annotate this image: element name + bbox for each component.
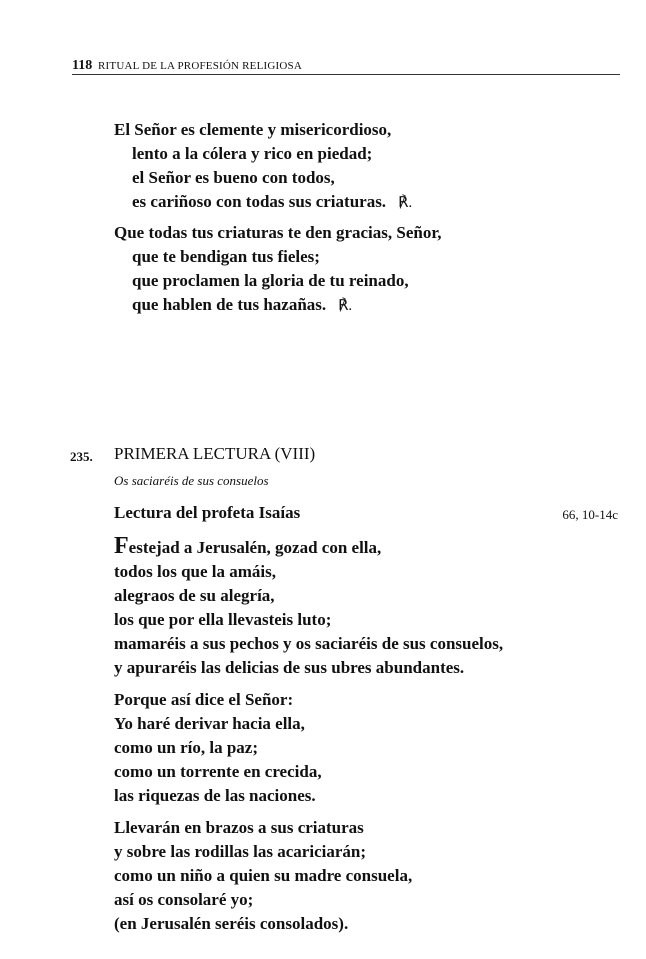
section-title-text: PRIMERA LECTURA bbox=[114, 444, 271, 463]
reading-line: y sobre las rodillas las acariciarán; bbox=[114, 842, 367, 861]
reading-title: Lectura del profeta Isaías bbox=[114, 503, 301, 522]
reading-first-line bbox=[114, 533, 614, 560]
reading-line: Porque así dice el Señor: bbox=[114, 690, 294, 709]
reading-line: las riquezas de las naciones. bbox=[114, 786, 316, 805]
reading-subtitle: Os saciaréis de sus consuelos bbox=[114, 473, 269, 488]
section-number: 235. bbox=[70, 449, 93, 464]
psalm-line: que te bendigan tus fieles; bbox=[132, 247, 320, 266]
psalm-text bbox=[114, 118, 594, 324]
reading-line: Llevarán en brazos a sus criaturas bbox=[114, 818, 364, 837]
running-title: RITUAL DE LA PROFESIÓN RELIGIOSA bbox=[98, 60, 302, 72]
reading-line: como un torrente en crecida, bbox=[114, 762, 322, 781]
reading-line: como un niño a quien su madre consuela, bbox=[114, 866, 413, 885]
response-symbol: ℟. bbox=[398, 195, 413, 211]
reading-number: (VIII) bbox=[274, 444, 316, 463]
psalm-line: es cariñoso con todas sus criaturas. bbox=[132, 192, 387, 211]
psalm-stanza-2 bbox=[114, 221, 594, 318]
reading-line: así os consolaré yo; bbox=[114, 890, 254, 909]
section-title bbox=[114, 444, 315, 464]
page-number: 118 bbox=[72, 58, 93, 73]
reading-line: mamaréis a sus pechos y os saciaréis de sus consuelos, bbox=[114, 634, 504, 653]
reading-line: todos los que la amáis, bbox=[114, 562, 276, 581]
reading-line: estejad a Jerusalén, gozad con ella, bbox=[128, 538, 382, 557]
psalm-line-with-response bbox=[114, 293, 594, 318]
drop-cap: F bbox=[114, 533, 129, 559]
reading-line: Yo haré derivar hacia ella, bbox=[114, 714, 305, 733]
response-symbol: ℟. bbox=[338, 298, 353, 314]
reading-text bbox=[114, 533, 614, 944]
psalm-line: El Señor es clemente y misericordioso, bbox=[114, 120, 392, 139]
psalm-stanza-1 bbox=[114, 118, 594, 215]
psalm-line: Que todas tus criaturas te den gracias, Señor, bbox=[114, 223, 442, 242]
psalm-line-with-response bbox=[114, 190, 594, 215]
reading-line: los que por ella llevasteis luto; bbox=[114, 610, 332, 629]
reading-stanza-3 bbox=[114, 816, 614, 936]
psalm-line: que proclamen la gloria de tu reinado, bbox=[132, 271, 409, 290]
reading-line: y apuraréis las delicias de sus ubres abundantes. bbox=[114, 658, 465, 677]
reading-stanza-2 bbox=[114, 688, 614, 808]
psalm-line: el Señor es bueno con todos, bbox=[132, 168, 335, 187]
reading-line: como un río, la paz; bbox=[114, 738, 259, 757]
psalm-line: lento a la cólera y rico en piedad; bbox=[132, 144, 373, 163]
page-header bbox=[72, 52, 620, 75]
reading-line: alegraos de su alegría, bbox=[114, 586, 275, 605]
scripture-reference: 66, 10-14c bbox=[562, 507, 618, 522]
psalm-line: que hablen de tus hazañas. bbox=[132, 295, 327, 314]
reading-line: (en Jerusalén seréis consolados). bbox=[114, 914, 349, 933]
reading-stanza-1 bbox=[114, 533, 614, 680]
